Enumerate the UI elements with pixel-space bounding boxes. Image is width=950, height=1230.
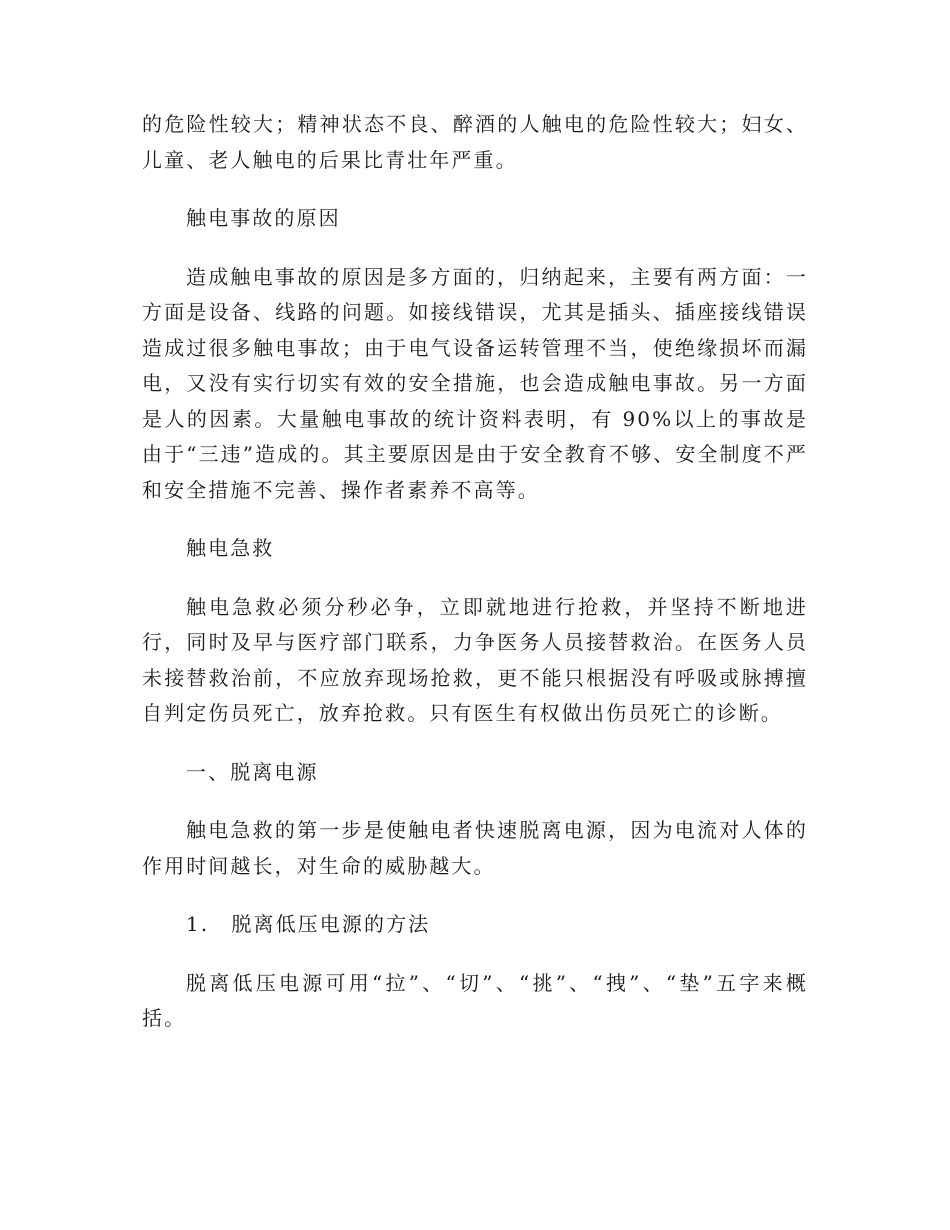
paragraph-low-voltage-method: 脱离低压电源可用“拉”、“切”、“挑”、“拽”、“垫”五字来概括。: [142, 970, 808, 1030]
paragraph-disconnect-power: 触电急救的第一步是使触电者快速脱离电源，因为电流对人体的作用时间越长，对生命的威胁越大。: [142, 818, 808, 878]
heading-first-aid: 触电急救: [186, 536, 275, 560]
heading-disconnect-power: 一、脱离电源: [186, 759, 319, 784]
paragraph-causes-of-electric-shock: 造成触电事故的原因是多方面的，归纳起来，主要有两方面：一方面是设备、线路的问题。如接线错误，尤其是插头、插座接线错误造成过很多触电事故；由于电气设备运转管理不当，使绝缘损坏而漏电，又没有实行切实有效的安全措施，也会造成触电事故。另一方面是人的因素。大量触电事故的统计资料表明，有 90%以上的事故是由于“三违”造成的。其主要原因是由于安全教育不够、安全制度不严和安全措施不完善、操作者素养不高等。: [142, 264, 808, 502]
paragraph-risk-factors-continued: 的危险性较大；精神状态不良、醉酒的人触电的危险性较大；妇女、儿童、老人触电的后果比青壮年严重。: [142, 112, 808, 172]
document-body: [142, 107, 808, 1037]
heading-causes-of-electric-shock: 触电事故的原因: [186, 206, 341, 230]
paragraph-first-aid: 触电急救必须分秒必争，立即就地进行抢救，并坚持不断地进行，同时及早与医疗部门联系，力争医务人员接替救治。在医务人员未接替救治前，不应放弃现场抢救，更不能只根据没有呼吸或脉搏擅自判定伤员死亡，放弃抢救。只有医生有权做出伤员死亡的诊断。: [142, 594, 808, 725]
heading-low-voltage-method: 1. 脱离低压电源的方法: [186, 912, 431, 936]
